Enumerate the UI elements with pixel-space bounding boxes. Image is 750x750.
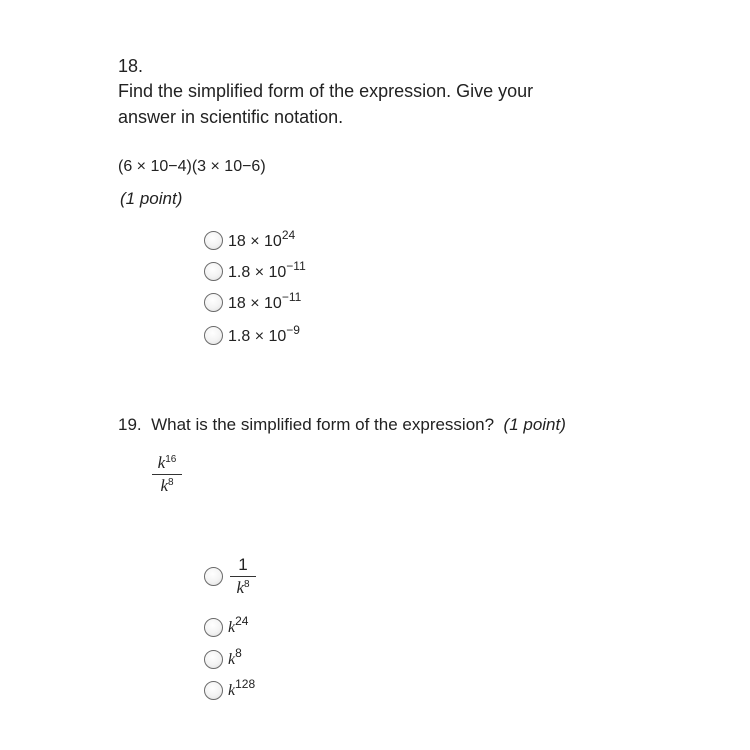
- q19-option-2-label[interactable]: $k^{24}$: [228, 614, 249, 636]
- q19-option-1-label[interactable]: 1 $k^8$: [230, 555, 256, 598]
- expr-denominator-base: k: [160, 476, 168, 495]
- question-18-expression: (6 × 10−4)(3 × 10−6): [118, 158, 266, 175]
- question-19-number: 19.: [118, 415, 142, 434]
- q18-option-1-label[interactable]: $18 \times 10^{24}$: [228, 228, 296, 250]
- question-19-prompt: What is the simplified form of the expression?: [151, 415, 495, 434]
- q18-option-2-label[interactable]: $1.8 \times 10^{-11}$: [228, 259, 306, 281]
- question-19-points: (1 point): [503, 415, 566, 434]
- expr-numerator-base: k: [157, 453, 166, 472]
- q18-option-1-radio[interactable]: [204, 231, 223, 250]
- q18-option-2-radio[interactable]: [204, 262, 223, 281]
- q19-option-3-radio[interactable]: [204, 650, 223, 669]
- question-18-prompt-line-2: answer in scientific notation.: [118, 107, 344, 127]
- q18-option-3-radio[interactable]: [204, 293, 223, 312]
- expr-numerator-exponent: 16: [165, 454, 177, 465]
- q18-option-3-label[interactable]: $18 \times 10^{-11}$: [228, 290, 302, 312]
- q19-option-1-radio[interactable]: [204, 567, 223, 586]
- expr-denominator-exponent: 8: [167, 477, 174, 488]
- q19-option-4-label[interactable]: $k^{128}$: [228, 677, 256, 699]
- question-18-prompt-line-1: Find the simplified form of the expression. Give your: [118, 81, 534, 101]
- q19-option-4-radio[interactable]: [204, 681, 223, 700]
- expr-fraction-bar: [152, 474, 182, 475]
- question-19-header: [118, 413, 566, 437]
- q19-option-3-label[interactable]: $k^8$: [228, 646, 242, 668]
- question-19-expression-fraction: [152, 453, 182, 496]
- q18-option-4-label[interactable]: $1.8 \times 10^{-9}$: [228, 323, 300, 345]
- q18-option-4-radio[interactable]: [204, 326, 223, 345]
- q19-option-2-radio[interactable]: [204, 618, 223, 637]
- question-18-points: (1 point): [120, 189, 183, 208]
- question-18-number: 18.: [118, 56, 144, 76]
